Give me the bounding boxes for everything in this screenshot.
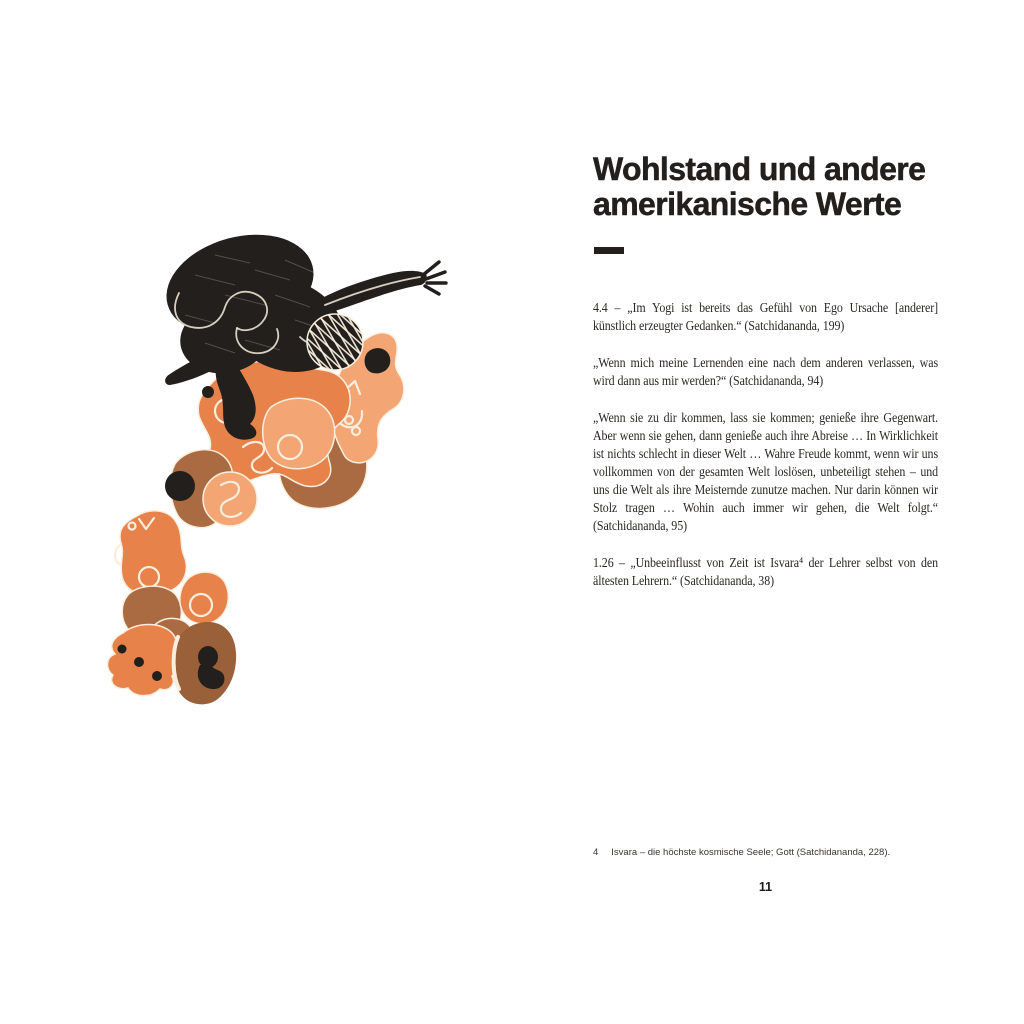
footnote-marker: 4 xyxy=(593,847,599,858)
page-number: 11 xyxy=(758,880,773,894)
quote-paragraph: 4.4 – „Im Yogi ist bereits das Gefühl von Ego Ursache [anderer] künstlich erzeugter Gedanken.“ (Satchidananda, 199) xyxy=(593,301,939,334)
black-circle xyxy=(165,471,195,501)
ink-figure-arm xyxy=(316,262,446,314)
illustration-figure-on-blob-stack xyxy=(75,225,455,715)
footnote xyxy=(593,847,945,859)
quote-paragraph: „Wenn mich meine Lernenden eine nach dem anderen verlassen, was wird dann aus mir werden?“ (Satchidananda, 94) xyxy=(593,356,939,389)
blob-peach-right xyxy=(263,398,335,468)
quote-paragraph: 1.26 – „Unbeeinflusst von Zeit ist Isvara⁴ der Lehrer selbst von den ältesten Lehrern.“ (Satchidananda, 38) xyxy=(593,556,939,589)
quote-paragraph: „Wenn sie zu dir kommen, lass sie kommen; genieße ihre Gegenwart. Aber wenn sie gehen, dann genieße auch ihre Abreise … In Wirklichkeit ist nichts schlecht in dieser Welt … Wahre Freude kommt, wenn wir uns vollkommen von der gesamten Welt loslösen, unbeteiligt stehen – und uns die Welt als ihre Meisternde zunutze machen. Nur darin können wir Stolz tragen … Wohin auch immer wir gehen, die Welt folgt.“ (Satchidananda, 95) xyxy=(593,411,939,534)
chapter-title: Wohlstand und andere amerikanische Werte xyxy=(593,151,926,222)
hand-fingers xyxy=(423,262,446,294)
heading-rule xyxy=(594,247,624,254)
blob-thumb-black-spot xyxy=(365,348,391,373)
body-text xyxy=(593,300,938,610)
footnote-text: Isvara – die höchste kosmische Seele; Gott (Satchidananda, 228). xyxy=(611,847,891,858)
small-black-blob xyxy=(202,386,214,398)
blob-stack xyxy=(108,333,404,705)
